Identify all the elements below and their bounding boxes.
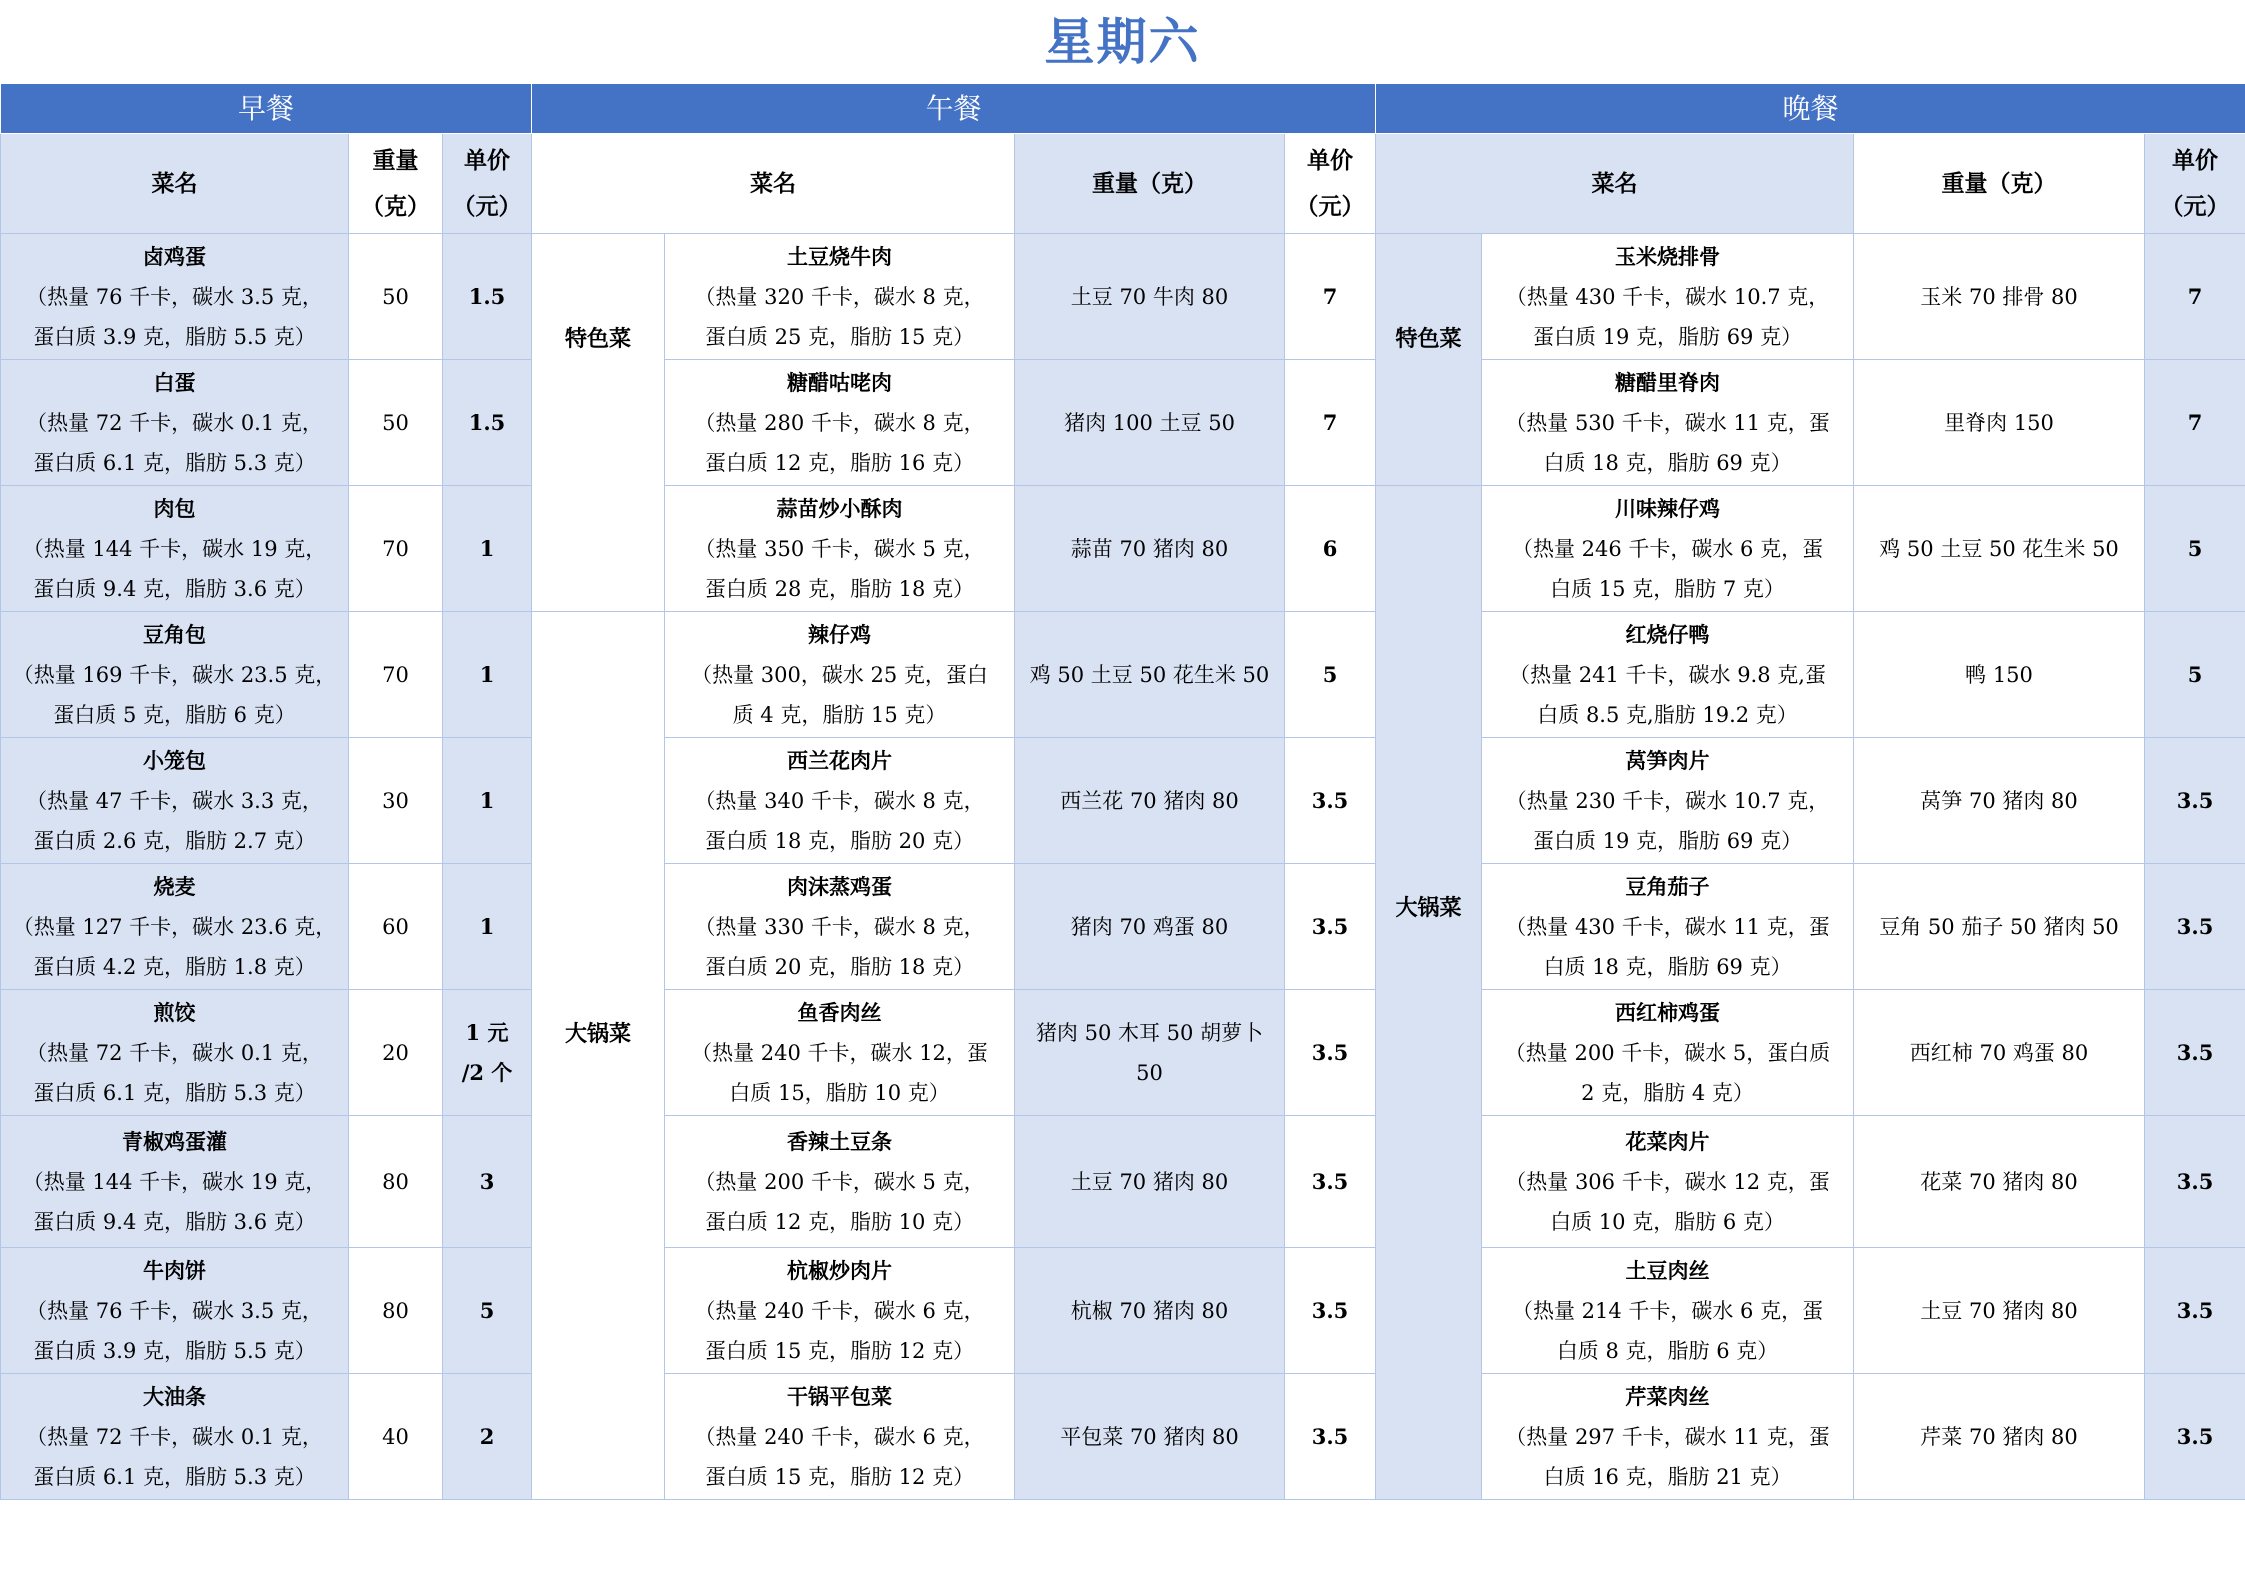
- price-cell: 1.5: [443, 234, 532, 360]
- header-line: 单价: [2172, 146, 2219, 174]
- nutrition-line: 白质 18 克，脂肪 69 克）: [1543, 954, 1792, 979]
- price-cell: 3.5: [2145, 990, 2245, 1116]
- dish-name: 鱼香肉丝: [797, 999, 882, 1025]
- lunch-category-cell: 特色菜: [532, 234, 665, 612]
- nutrition-line: 蛋白质 19 克，脂肪 69 克）: [1532, 324, 1803, 349]
- price-cell: 1: [443, 864, 532, 990]
- table-row: [1, 234, 2245, 360]
- nutrition-line: 蛋白质 12 克，脂肪 10 克）: [704, 1209, 975, 1234]
- menu-table: [0, 84, 2245, 1500]
- weight-cell: 杭椒 70 猪肉 80: [1015, 1248, 1285, 1374]
- page-title: 星期六: [1044, 13, 1201, 71]
- price-cell: 1: [443, 612, 532, 738]
- lunch-dish-cell: [665, 612, 1015, 738]
- weight-cell: 花菜 70 猪肉 80: [1854, 1116, 2145, 1248]
- dinner-header-price: [2145, 134, 2245, 234]
- table-row: [1, 864, 2245, 990]
- nutrition-line: （热量 200 千卡，碳水 5 克，: [694, 1169, 985, 1194]
- dish-name: 豆角包: [143, 621, 206, 647]
- price-cell: 3.5: [1285, 990, 1376, 1116]
- dish-name: 香辣土豆条: [787, 1128, 893, 1154]
- weight-cell: 蒜苗 70 猪肉 80: [1015, 486, 1285, 612]
- nutrition-line: 白质 15 克，脂肪 7 克）: [1550, 576, 1785, 601]
- breakfast-dish-cell: [1, 360, 349, 486]
- price-cell: 7: [1285, 234, 1376, 360]
- weight-cell: 土豆 70 猪肉 80: [1854, 1248, 2145, 1374]
- dish-name: 糖醋里脊肉: [1615, 369, 1721, 395]
- breakfast-header-price: [443, 134, 532, 234]
- breakfast-header-name: 菜名: [1, 134, 349, 234]
- dinner-category-cell: 大锅菜: [1376, 486, 1482, 1500]
- price-cell: 3.5: [1285, 1374, 1376, 1500]
- dinner-dish-cell: [1482, 864, 1854, 990]
- price-cell: 3.5: [1285, 738, 1376, 864]
- nutrition-line: 质 4 克，脂肪 15 克）: [732, 702, 947, 727]
- price-cell: 5: [2145, 612, 2245, 738]
- lunch-header-weight: 重量（克）: [1015, 134, 1285, 234]
- weight-cell: 猪肉 100 土豆 50: [1015, 360, 1285, 486]
- dish-name: 西红柿鸡蛋: [1615, 999, 1721, 1025]
- lunch-header-price: [1285, 134, 1376, 234]
- nutrition-line: 蛋白质 20 克，脂肪 18 克）: [704, 954, 975, 979]
- table-row: [1, 738, 2245, 864]
- lunch-band: 午餐: [532, 84, 1376, 134]
- dish-name: 豆角茄子: [1625, 873, 1710, 899]
- weight-cell: 30: [349, 738, 443, 864]
- price-cell: [443, 990, 532, 1116]
- nutrition-line: 蛋白质 15 克，脂肪 12 克）: [704, 1338, 975, 1363]
- nutrition-line: 蛋白质 9.4 克，脂肪 3.6 克）: [33, 576, 316, 601]
- price-cell: 5: [443, 1248, 532, 1374]
- dish-name: 煎饺: [153, 999, 196, 1025]
- dish-name: 蒜苗炒小酥肉: [776, 495, 903, 521]
- nutrition-line: （热量 306 千卡，碳水 12 克，蛋: [1505, 1169, 1830, 1194]
- nutrition-line: （热量 530 千卡，碳水 11 克，蛋: [1505, 410, 1830, 435]
- dish-name: 莴笋肉片: [1625, 747, 1710, 773]
- table-row: [1, 612, 2245, 738]
- dinner-header-weight: 重量（克）: [1854, 134, 2145, 234]
- price-cell: 3.5: [2145, 1116, 2245, 1248]
- price-cell: 3.5: [2145, 738, 2245, 864]
- header-line: （克）: [361, 192, 430, 220]
- nutrition-line: （热量 240 千卡，碳水 6 克，: [694, 1424, 985, 1449]
- price-cell: 5: [1285, 612, 1376, 738]
- dish-name: 玉米烧排骨: [1615, 243, 1721, 269]
- price-cell: 7: [2145, 360, 2245, 486]
- weight-cell: 西红柿 70 鸡蛋 80: [1854, 990, 2145, 1116]
- nutrition-line: 白质 16 克，脂肪 21 克）: [1543, 1464, 1792, 1489]
- weight-cell: 平包菜 70 猪肉 80: [1015, 1374, 1285, 1500]
- price-cell: 2: [443, 1374, 532, 1500]
- breakfast-dish-cell: [1, 234, 349, 360]
- dish-name: 川味辣仔鸡: [1615, 495, 1721, 521]
- nutrition-line: （热量 240 千卡，碳水 6 克，: [694, 1298, 985, 1323]
- header-line: 单价: [464, 146, 510, 174]
- dish-name: 芹菜肉丝: [1625, 1383, 1710, 1409]
- dish-name: 小笼包: [143, 747, 206, 773]
- dinner-header-name: 菜名: [1376, 134, 1854, 234]
- lunch-dish-cell: [665, 360, 1015, 486]
- column-header-row: [1, 134, 2245, 234]
- dinner-dish-cell: [1482, 1116, 1854, 1248]
- breakfast-dish-cell: [1, 864, 349, 990]
- dinner-dish-cell: [1482, 990, 1854, 1116]
- price-cell-line: 1 元: [465, 1019, 509, 1045]
- nutrition-line: （热量 144 千卡，碳水 19 克，: [22, 536, 327, 561]
- header-line: （元）: [2160, 192, 2230, 220]
- weight-cell: 80: [349, 1116, 443, 1248]
- price-cell: 3.5: [1285, 1116, 1376, 1248]
- weight-cell: 50: [349, 234, 443, 360]
- nutrition-line: （热量 47 千卡，碳水 3.3 克，: [26, 788, 323, 813]
- meal-band-row: [1, 84, 2245, 134]
- dinner-dish-cell: [1482, 612, 1854, 738]
- weight-cell: 莴笋 70 猪肉 80: [1854, 738, 2145, 864]
- dish-name: 土豆烧牛肉: [787, 243, 893, 269]
- dish-name: 青椒鸡蛋灌: [122, 1128, 227, 1154]
- nutrition-line: 蛋白质 2.6 克，脂肪 2.7 克）: [33, 828, 316, 853]
- nutrition-line: （热量 430 千卡，碳水 10.7 克，: [1505, 284, 1830, 309]
- table-row: [1, 1374, 2245, 1500]
- dinner-dish-cell: [1482, 360, 1854, 486]
- weight-cell: 西兰花 70 猪肉 80: [1015, 738, 1285, 864]
- weight-cell: 里脊肉 150: [1854, 360, 2145, 486]
- dish-name: 肉包: [153, 495, 196, 521]
- weight-cell: 20: [349, 990, 443, 1116]
- lunch-category-cell: 大锅菜: [532, 612, 665, 1500]
- breakfast-dish-cell: [1, 612, 349, 738]
- nutrition-line: 蛋白质 25 克，脂肪 15 克）: [704, 324, 975, 349]
- nutrition-line: （热量 169 千卡，碳水 23.5 克，: [12, 662, 337, 687]
- nutrition-line: （热量 214 千卡，碳水 6 克，蛋: [1511, 1298, 1824, 1323]
- header-line: 单价: [1307, 146, 1354, 174]
- weight-cell: 鸭 150: [1854, 612, 2145, 738]
- nutrition-line: （热量 72 千卡，碳水 0.1 克，: [26, 1424, 323, 1449]
- dish-name: 烧麦: [153, 873, 196, 899]
- nutrition-line: 蛋白质 6.1 克，脂肪 5.3 克）: [33, 1464, 316, 1489]
- table-row: [1, 990, 2245, 1116]
- nutrition-line: 白质 10 克，脂肪 6 克）: [1550, 1209, 1785, 1234]
- nutrition-line: （热量 72 千卡，碳水 0.1 克，: [26, 410, 323, 435]
- dish-name: 白蛋: [153, 369, 196, 395]
- weight-cell: 70: [349, 486, 443, 612]
- lunch-header-name: 菜名: [532, 134, 1015, 234]
- dish-name: 肉沫蒸鸡蛋: [787, 873, 893, 899]
- nutrition-line: 蛋白质 3.9 克，脂肪 5.5 克）: [33, 324, 316, 349]
- weight-cell: 鸡 50 土豆 50 花生米 50: [1015, 612, 1285, 738]
- nutrition-line: （热量 230 千卡，碳水 10.7 克，: [1505, 788, 1830, 813]
- price-cell: 5: [2145, 486, 2245, 612]
- lunch-dish-cell: [665, 864, 1015, 990]
- table-row: [1, 486, 2245, 612]
- price-cell: 1: [443, 486, 532, 612]
- price-cell: 3.5: [2145, 1374, 2245, 1500]
- dinner-dish-cell: [1482, 738, 1854, 864]
- weight-cell: 50: [349, 360, 443, 486]
- nutrition-line: （热量 240 千卡，碳水 12，蛋: [691, 1040, 988, 1065]
- weight-cell-line: 猪肉 50 木耳 50 胡萝卜: [1035, 1020, 1264, 1045]
- weight-cell: 40: [349, 1374, 443, 1500]
- dish-name: 糖醋咕咾肉: [787, 369, 893, 395]
- weight-cell: 土豆 70 猪肉 80: [1015, 1116, 1285, 1248]
- dinner-band: 晚餐: [1376, 84, 2245, 134]
- breakfast-dish-cell: [1, 1116, 349, 1248]
- dish-name: 牛肉饼: [143, 1257, 206, 1283]
- dish-name: 杭椒炒肉片: [787, 1257, 893, 1283]
- price-cell: 3.5: [1285, 1248, 1376, 1374]
- nutrition-line: 蛋白质 19 克，脂肪 69 克）: [1532, 828, 1803, 853]
- dish-name: 土豆肉丝: [1625, 1257, 1710, 1283]
- lunch-dish-cell: [665, 1374, 1015, 1500]
- nutrition-line: （热量 127 千卡，碳水 23.6 克，: [12, 914, 337, 939]
- nutrition-line: 蛋白质 5 克，脂肪 6 克）: [53, 702, 296, 727]
- header-line: （元）: [1295, 192, 1365, 220]
- nutrition-line: （热量 76 千卡，碳水 3.5 克，: [26, 284, 323, 309]
- lunch-dish-cell: [665, 738, 1015, 864]
- nutrition-line: （热量 72 千卡，碳水 0.1 克，: [26, 1040, 323, 1065]
- nutrition-line: 蛋白质 3.9 克，脂肪 5.5 克）: [33, 1338, 316, 1363]
- breakfast-dish-cell: [1, 990, 349, 1116]
- table-row: [1, 360, 2245, 486]
- weight-cell: 玉米 70 排骨 80: [1854, 234, 2145, 360]
- dinner-dish-cell: [1482, 234, 1854, 360]
- nutrition-line: 蛋白质 15 克，脂肪 12 克）: [704, 1464, 975, 1489]
- lunch-dish-cell: [665, 1116, 1015, 1248]
- nutrition-line: 白质 18 克，脂肪 69 克）: [1543, 450, 1792, 475]
- dish-name: 卤鸡蛋: [143, 243, 206, 269]
- price-cell: 1: [443, 738, 532, 864]
- dish-name: 大油条: [143, 1383, 206, 1409]
- nutrition-line: 蛋白质 6.1 克，脂肪 5.3 克）: [33, 450, 316, 475]
- table-row: [1, 1116, 2245, 1248]
- weight-cell: 70: [349, 612, 443, 738]
- nutrition-line: 蛋白质 6.1 克，脂肪 5.3 克）: [33, 1080, 316, 1105]
- lunch-dish-cell: [665, 1248, 1015, 1374]
- nutrition-line: （热量 76 千卡，碳水 3.5 克，: [26, 1298, 323, 1323]
- nutrition-line: （热量 340 千卡，碳水 8 克，: [694, 788, 985, 813]
- dish-name: 西兰花肉片: [787, 747, 893, 773]
- breakfast-dish-cell: [1, 738, 349, 864]
- weight-cell: 鸡 50 土豆 50 花生米 50: [1854, 486, 2145, 612]
- breakfast-dish-cell: [1, 1374, 349, 1500]
- nutrition-line: （热量 350 千卡，碳水 5 克，: [694, 536, 985, 561]
- weight-cell: 土豆 70 牛肉 80: [1015, 234, 1285, 360]
- breakfast-dish-cell: [1, 486, 349, 612]
- price-cell-line: /2 个: [461, 1059, 513, 1085]
- weight-cell: 80: [349, 1248, 443, 1374]
- nutrition-line: （热量 246 千卡，碳水 6 克，蛋: [1511, 536, 1824, 561]
- price-cell: 3.5: [2145, 864, 2245, 990]
- nutrition-line: （热量 300，碳水 25 克，蛋白: [691, 662, 988, 687]
- weight-cell: 60: [349, 864, 443, 990]
- dinner-dish-cell: [1482, 1248, 1854, 1374]
- dinner-category-cell: 特色菜: [1376, 234, 1482, 486]
- price-cell: 7: [2145, 234, 2245, 360]
- nutrition-line: （热量 280 千卡，碳水 8 克，: [694, 410, 985, 435]
- nutrition-line: （热量 200 千卡，碳水 5，蛋白质: [1504, 1040, 1831, 1065]
- menu-body: [1, 234, 2245, 1500]
- nutrition-line: 白质 8 克，脂肪 6 克）: [1556, 1338, 1779, 1363]
- header-line: 重量: [372, 146, 419, 174]
- dish-name: 红烧仔鸭: [1625, 621, 1710, 647]
- price-cell: 1.5: [443, 360, 532, 486]
- dinner-dish-cell: [1482, 1374, 1854, 1500]
- nutrition-line: （热量 320 千卡，碳水 8 克，: [694, 284, 985, 309]
- weight-cell: 猪肉 70 鸡蛋 80: [1015, 864, 1285, 990]
- header-line: （元）: [452, 192, 522, 220]
- nutrition-line: （热量 330 千卡，碳水 8 克，: [694, 914, 985, 939]
- nutrition-line: 蛋白质 9.4 克，脂肪 3.6 克）: [33, 1209, 316, 1234]
- lunch-dish-cell: [665, 990, 1015, 1116]
- nutrition-line: （热量 144 千卡，碳水 19 克，: [22, 1169, 327, 1194]
- price-cell: 3.5: [1285, 864, 1376, 990]
- nutrition-line: 蛋白质 4.2 克，脂肪 1.8 克）: [33, 954, 316, 979]
- nutrition-line: 蛋白质 18 克，脂肪 20 克）: [704, 828, 975, 853]
- price-cell: 7: [1285, 360, 1376, 486]
- lunch-dish-cell: [665, 486, 1015, 612]
- nutrition-line: 蛋白质 28 克，脂肪 18 克）: [704, 576, 975, 601]
- weight-cell: [1015, 990, 1285, 1116]
- breakfast-band: 早餐: [1, 84, 532, 134]
- table-row: [1, 1248, 2245, 1374]
- breakfast-header-weight: [349, 134, 443, 234]
- breakfast-dish-cell: [1, 1248, 349, 1374]
- nutrition-line: （热量 297 千卡，碳水 11 克，蛋: [1505, 1424, 1830, 1449]
- weight-cell-line: 50: [1136, 1060, 1163, 1085]
- weight-cell: 豆角 50 茄子 50 猪肉 50: [1854, 864, 2145, 990]
- dish-name: 干锅平包菜: [787, 1383, 893, 1409]
- lunch-dish-cell: [665, 234, 1015, 360]
- dinner-dish-cell: [1482, 486, 1854, 612]
- nutrition-line: 白质 8.5 克,脂肪 19.2 克）: [1537, 702, 1798, 727]
- nutrition-line: 2 克，脂肪 4 克）: [1581, 1080, 1754, 1105]
- dish-name: 花菜肉片: [1625, 1128, 1710, 1154]
- nutrition-line: 蛋白质 12 克，脂肪 16 克）: [704, 450, 975, 475]
- weight-cell: 芹菜 70 猪肉 80: [1854, 1374, 2145, 1500]
- nutrition-line: 白质 15，脂肪 10 克）: [729, 1080, 950, 1105]
- nutrition-line: （热量 430 千卡，碳水 11 克，蛋: [1505, 914, 1830, 939]
- price-cell: 6: [1285, 486, 1376, 612]
- dish-name: 辣仔鸡: [808, 621, 872, 647]
- price-cell: 3: [443, 1116, 532, 1248]
- nutrition-line: （热量 241 千卡，碳水 9.8 克,蛋: [1509, 662, 1826, 687]
- price-cell: 3.5: [2145, 1248, 2245, 1374]
